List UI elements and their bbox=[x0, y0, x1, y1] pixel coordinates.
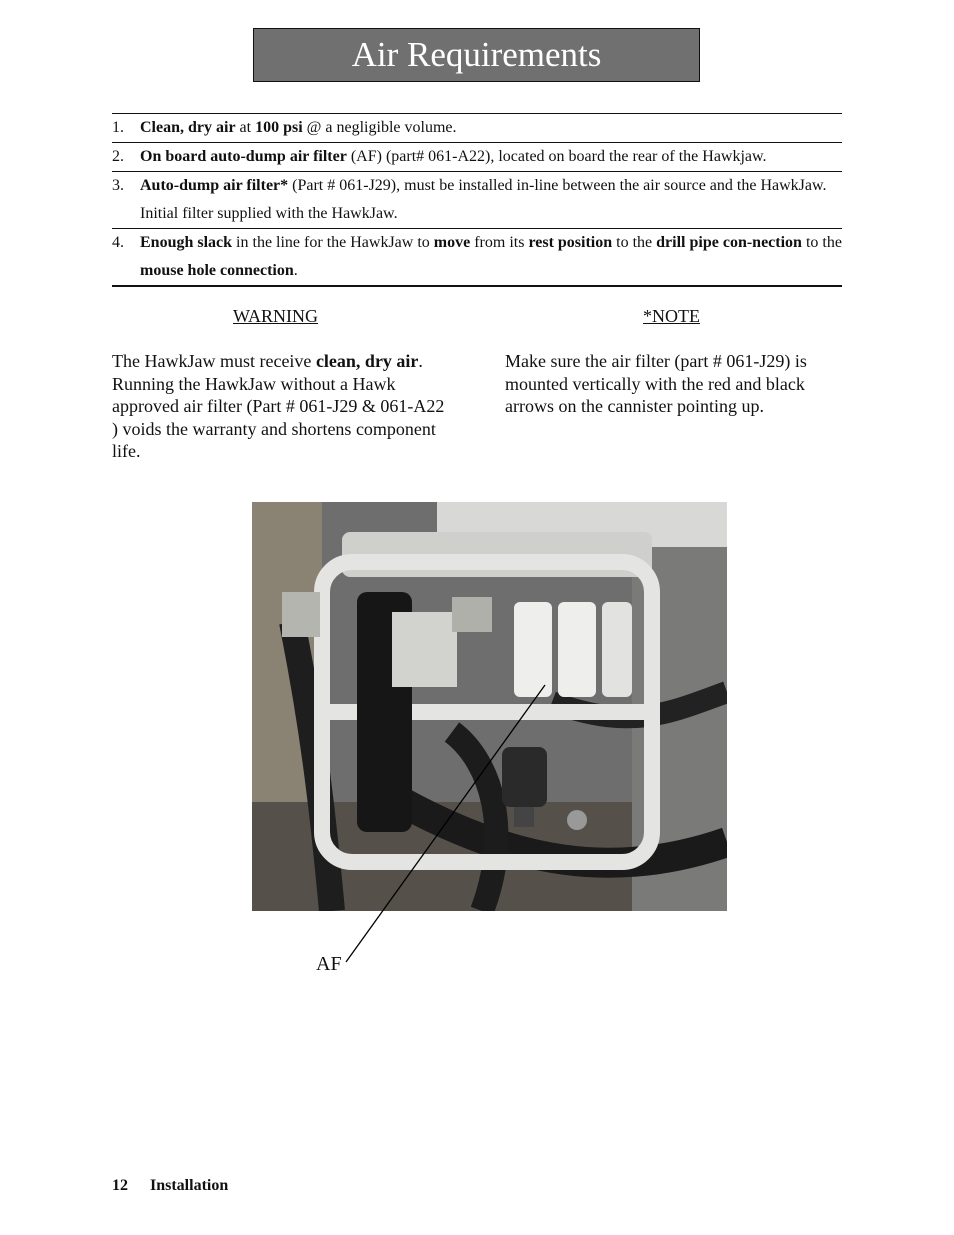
requirement-row bbox=[112, 171, 842, 228]
warning-text bbox=[112, 350, 447, 463]
page-title: Air Requirements bbox=[351, 35, 602, 74]
callout-label-af: AF bbox=[316, 953, 342, 975]
requirement-plain-text: to the bbox=[612, 234, 657, 251]
requirement-row bbox=[112, 113, 842, 142]
requirement-number: 3. bbox=[112, 177, 124, 194]
requirement-bold-text: On board auto-dump air filter bbox=[140, 148, 347, 165]
requirement-plain-text: from its bbox=[470, 234, 529, 251]
requirement-plain-text: at bbox=[235, 119, 256, 136]
requirement-number: 4. bbox=[112, 234, 124, 251]
requirement-text bbox=[140, 229, 842, 285]
requirement-plain-text: (Part # 061-J29), must be installed in-line between the air source and the HawkJaw. Initial filter supplied with the HawkJaw. bbox=[140, 177, 827, 222]
requirement-bold-text: drill pipe con-nection bbox=[656, 234, 802, 251]
warning-text-bold: clean, dry air bbox=[315, 351, 419, 371]
section-name: Installation bbox=[150, 1177, 229, 1194]
warning-text-part: The HawkJaw must receive bbox=[112, 351, 316, 371]
warning-heading: WARNING bbox=[233, 306, 318, 326]
page-title-box bbox=[253, 28, 700, 82]
requirement-plain-text: @ a negligible volume. bbox=[302, 119, 457, 136]
requirement-row bbox=[112, 228, 842, 287]
requirement-bold-text: rest position bbox=[528, 234, 613, 251]
requirement-row bbox=[112, 142, 842, 171]
requirement-number: 1. bbox=[112, 119, 124, 136]
requirement-text bbox=[140, 172, 842, 228]
requirement-plain-text: . bbox=[293, 262, 298, 279]
requirement-plain-text: (AF) (part# 061-A22), located on board the rear of the Hawkjaw. bbox=[346, 148, 767, 165]
warning-text-part: . Running the HawkJaw without a Hawk approved air filter (Part # 061-J29 & 061-A22 ) voids the warranty and shortens component life. bbox=[112, 351, 445, 461]
page-number: 12 bbox=[112, 1177, 128, 1194]
page-footer bbox=[112, 1177, 228, 1195]
requirement-bold-text: Auto-dump air filter* bbox=[140, 177, 289, 194]
requirement-text bbox=[140, 143, 842, 171]
requirement-plain-text: to the bbox=[801, 234, 842, 251]
requirements-list bbox=[112, 113, 842, 287]
requirement-bold-text: Clean, dry air bbox=[140, 119, 236, 136]
requirement-bold-text: move bbox=[433, 234, 471, 251]
requirement-bold-text: mouse hole connection bbox=[140, 262, 294, 279]
requirement-plain-text: in the line for the HawkJaw to bbox=[232, 234, 434, 251]
requirement-bold-text: 100 psi bbox=[255, 119, 303, 136]
requirement-text bbox=[140, 114, 842, 142]
note-text: Make sure the air filter (part # 061-J29) is mounted vertically with the red and black arrows on the cannister pointing up. bbox=[505, 351, 807, 416]
requirement-number: 2. bbox=[112, 148, 124, 165]
requirement-bold-text: Enough slack bbox=[140, 234, 233, 251]
note-heading: *NOTE bbox=[643, 306, 700, 326]
air-filter-photo bbox=[252, 502, 727, 911]
